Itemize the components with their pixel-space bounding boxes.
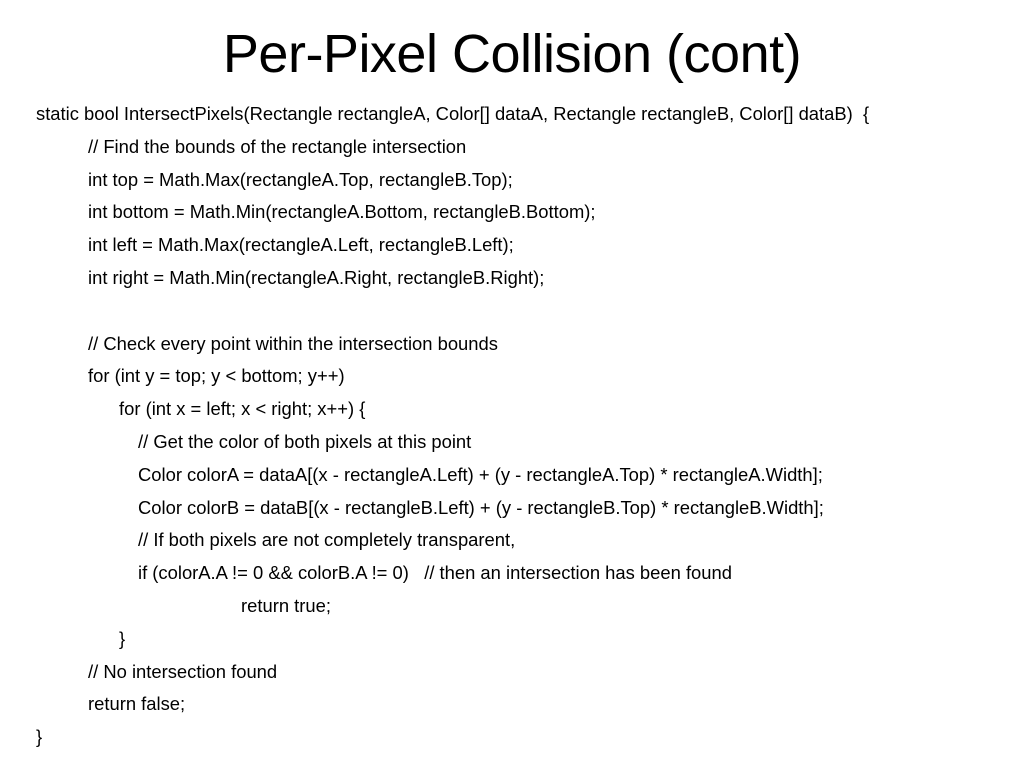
code-line: int top = Math.Max(rectangleA.Top, rectangleB.Top); [88,168,513,190]
code-line: int bottom = Math.Min(rectangleA.Bottom, rectangleB.Bottom); [88,201,596,223]
code-line: return false; [88,693,186,715]
code-line: // Get the color of both pixels at this point [138,430,472,452]
code-line: int left = Math.Max(rectangleA.Left, rectangleB.Left); [88,234,514,256]
code-line: if (colorA.A != 0 && colorB.A != 0) // then an intersection has been found [138,562,732,584]
code-line: return true; [241,594,331,616]
code-line: Color colorB = dataB[(x - rectangleB.Left) + (y - rectangleB.Top) * rectangleB.Width]; [138,496,824,518]
code-line-blank [36,295,996,328]
code-line: // Check every point within the intersection bounds [88,332,498,354]
slide-title: Per-Pixel Collision (cont) [222,24,802,84]
code-line: // If both pixels are not completely transparent, [138,529,516,551]
code-block [36,98,996,754]
code-line: static bool IntersectPixels(Rectangle rectangleA, Color[] dataA, Rectangle rectangleB, Color[] dataB) { [36,103,870,124]
code-line: Color colorA = dataA[(x - rectangleA.Left) + (y - rectangleA.Top) * rectangleA.Width]; [138,463,823,485]
code-line: // Find the bounds of the rectangle intersection [88,135,467,157]
code-line: // No intersection found [88,660,278,682]
code-line: } [119,627,126,649]
code-line: for (int x = left; x < right; x++) { [119,398,366,420]
code-line: } [36,726,43,748]
code-line: int right = Math.Min(rectangleA.Right, rectangleB.Right); [88,266,545,288]
code-line: for (int y = top; y < bottom; y++) [88,365,345,387]
